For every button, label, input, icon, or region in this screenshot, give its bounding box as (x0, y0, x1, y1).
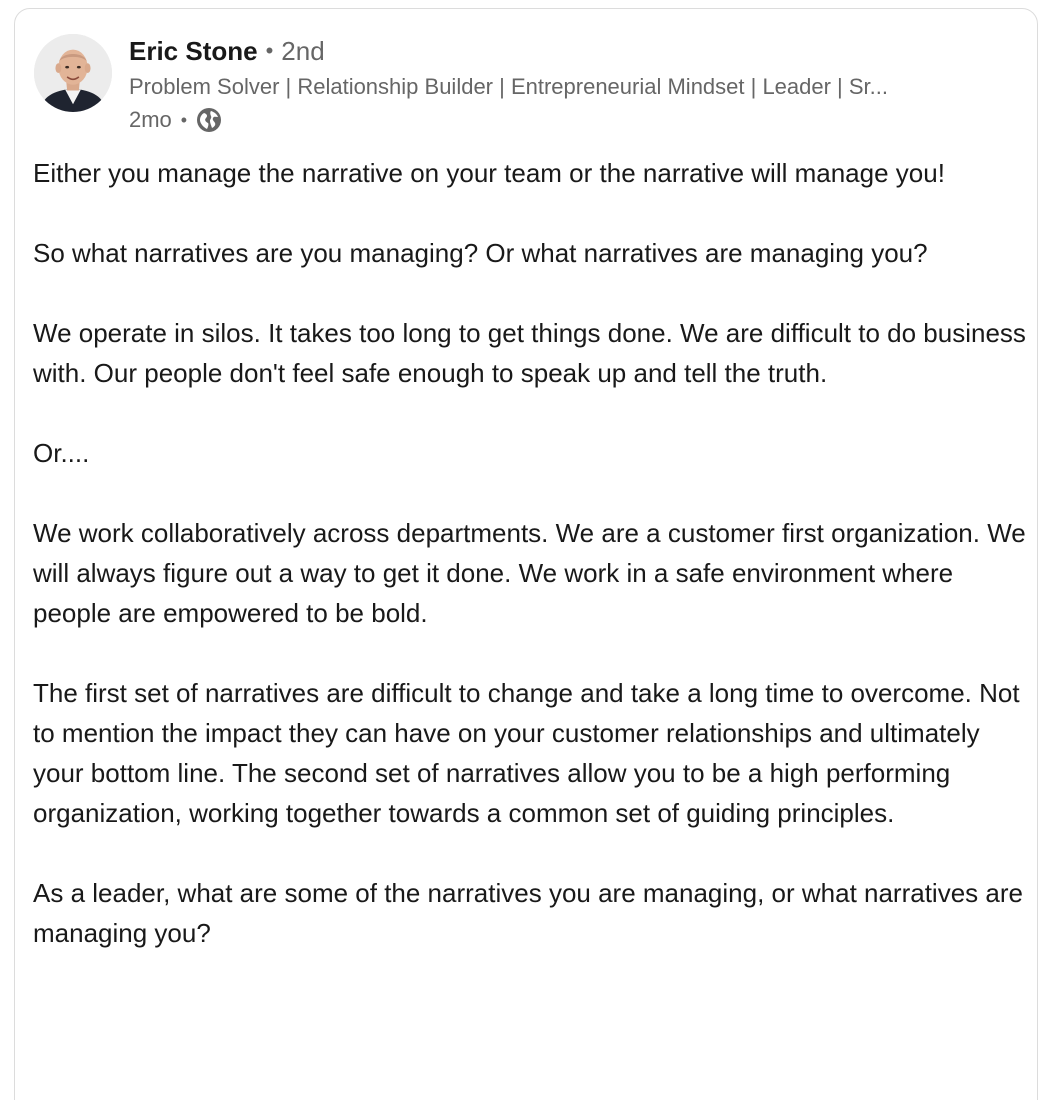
post-paragraph-5: We work collaboratively across departments. We are a customer first organization. We will always figure out a way to get it done. We work in a safe environment where people are empowered to be bold. (33, 518, 1026, 628)
connection-degree: 2nd (281, 35, 325, 66)
post-time-row (129, 104, 1009, 136)
time-separator: • (180, 109, 188, 130)
globe-icon (195, 106, 223, 134)
post-paragraph-6: The first set of narratives are difficult to change and take a long time to overcome. Not to mention the impact they can have on your customer relationships and ultimately your bottom line. The second set of narratives allow you to be a high performing organization, working together towards a common set of guiding principles. (33, 678, 1020, 828)
author-avatar[interactable] (34, 34, 112, 112)
post-paragraph-2: So what narratives are you managing? Or what narratives are managing you? (33, 238, 928, 268)
author-name-row (129, 33, 1009, 69)
post-card (14, 8, 1038, 1100)
post-paragraph-3: We operate in silos. It takes too long to get things done. We are difficult to do business with. Our people don't feel safe enough to speak up and tell the truth. (33, 318, 1026, 388)
author-photo (34, 34, 112, 112)
author-meta (129, 33, 1009, 136)
post-paragraph-7: As a leader, what are some of the narratives you are managing, or what narratives are managing you? (33, 878, 1023, 948)
post-paragraph-1: Either you manage the narrative on your team or the narrative will manage you! (33, 158, 945, 188)
author-headline: Problem Solver | Relationship Builder | Entrepreneurial Mindset | Leader | Sr... (129, 74, 889, 99)
post-paragraph-4: Or.... (33, 438, 90, 468)
post-time: 2mo (129, 107, 172, 132)
post-header (31, 33, 1031, 143)
post-body (33, 153, 1027, 993)
separator-dot: • (265, 38, 274, 63)
author-name[interactable]: Eric Stone (129, 35, 258, 66)
